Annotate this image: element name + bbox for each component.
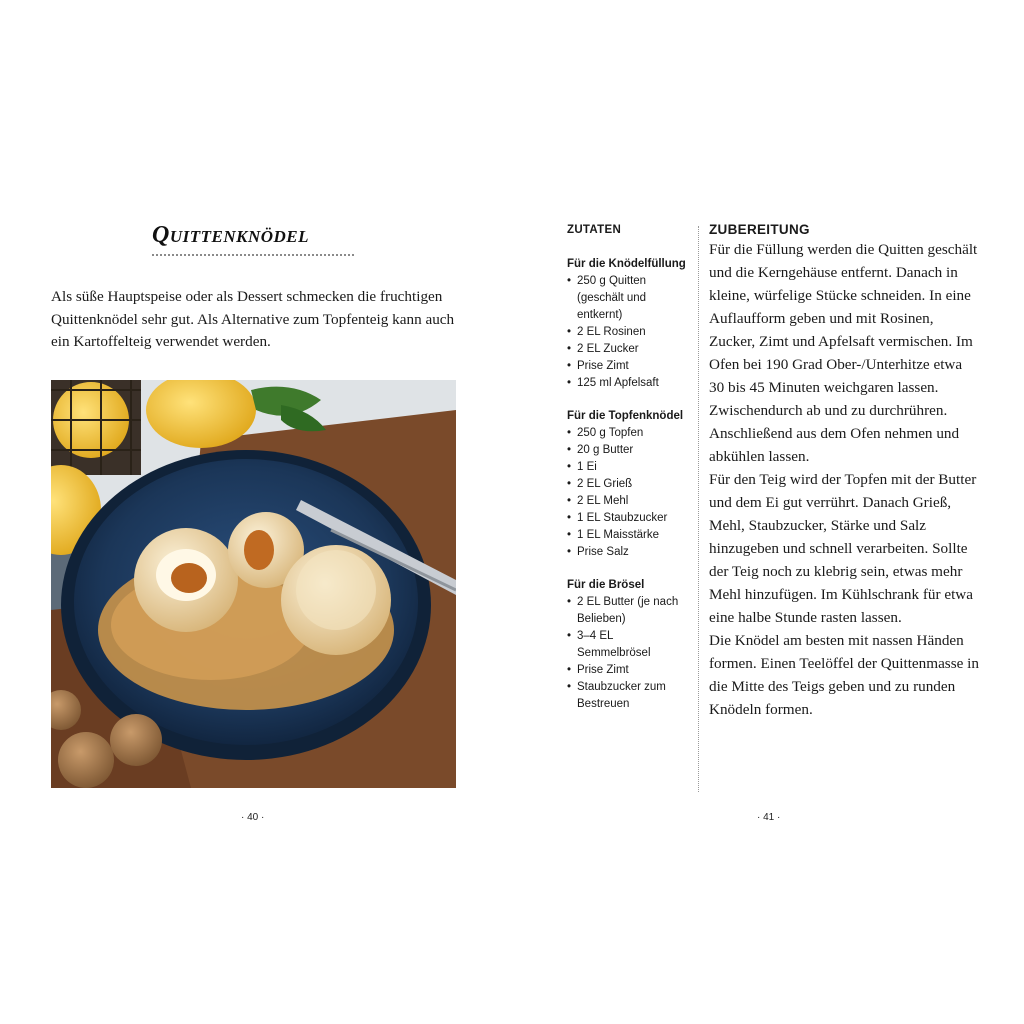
ingredient-item: • 1 EL Maisstärke [567, 527, 687, 544]
title-underline [152, 254, 354, 256]
preparation-paragraph: Für den Teig wird der Topfen mit der Butter und dem Ei gut verrührt. Danach Grieß, Mehl, Staubzucker, Stärke und Salz hinzugeben und schnell verarbeiten. Sollte der Teig noch zu klebrig sein, etwas mehr Mehl hinzufügen. Im Kühlschrank für etwa eine halbe Stunde rasten lassen. [709, 471, 977, 626]
ingredient-item: • 2 EL Butter (je nach Belieben) [567, 594, 687, 628]
page-number-left: · 40 · [241, 812, 265, 823]
dish-photo [51, 380, 456, 788]
column-divider [698, 226, 699, 792]
ingredient-group-filling [567, 256, 687, 392]
ingredient-list [567, 594, 687, 713]
preparation-column [709, 222, 981, 721]
ingredient-item: • Prise Zimt [567, 662, 687, 679]
ingredient-item: • Prise Salz [567, 544, 687, 561]
ingredient-item: • 250 g Topfen [567, 425, 687, 442]
ingredients-column [567, 222, 687, 729]
recipe-title: Quittenknödel [152, 222, 310, 248]
ingredient-item: • 1 Ei [567, 459, 687, 476]
ingredient-item: • Prise Zimt [567, 358, 687, 375]
ingredient-item: • 250 g Quitten (geschält und entkernt) [567, 273, 687, 324]
ingredient-item: • 2 EL Zucker [567, 341, 687, 358]
ingredient-item: • 2 EL Mehl [567, 493, 687, 510]
ingredient-group-title: Für die Brösel [567, 579, 645, 591]
recipe-intro: Als süße Hauptspeise oder als Dessert schmecken die fruchtigen Quittenknödel sehr gut. Als Alternative zum Topfenteig kann auch ein Kartoffelteig verwendet werden. [51, 288, 455, 350]
ingredient-item: • 125 ml Apfelsaft [567, 375, 687, 392]
preparation-paragraph: Für die Füllung werden die Quitten geschält und die Kerngehäuse entfernt. Danach in kleine, würfelige Stücke schneiden. In eine Auflaufform geben und mit Rosinen, Zucker, Zimt und Apfelsaft vermischen. Im Ofen bei 190 Grad Ober-/Unterhitze etwa 30 bis 45 Minuten weichgaren lassen. Zwischendurch ab und zu durchrühren. Anschließend aus dem Ofen nehmen und abkühlen lassen. [709, 241, 978, 465]
right-page [512, 0, 1024, 1024]
ingredient-group-crumbs [567, 577, 687, 713]
ingredient-item: • 20 g Butter [567, 442, 687, 459]
ingredient-group-dough [567, 408, 687, 561]
preparation-heading: ZUBEREITUNG [709, 222, 810, 237]
ingredient-item: • 1 EL Staubzucker [567, 510, 687, 527]
ingredient-item: • 2 EL Rosinen [567, 324, 687, 341]
ingredient-list [567, 425, 687, 561]
ingredients-heading: ZUTATEN [567, 224, 622, 236]
ingredient-item: • Staubzucker zum Bestreuen [567, 679, 687, 713]
page-number-right: · 41 · [757, 812, 781, 823]
ingredient-item: • 2 EL Grieß [567, 476, 687, 493]
ingredient-item: • 3–4 EL Semmelbrösel [567, 628, 687, 662]
preparation-paragraph: Die Knödel am besten mit nassen Händen formen. Einen Teelöffel der Quittenmasse in die Mitte des Teigs geben und zu runden Knödeln formen. [709, 632, 979, 718]
ingredient-group-title: Für die Knödelfüllung [567, 258, 686, 270]
ingredient-list [567, 273, 687, 392]
ingredient-group-title: Für die Topfenknödel [567, 410, 684, 422]
